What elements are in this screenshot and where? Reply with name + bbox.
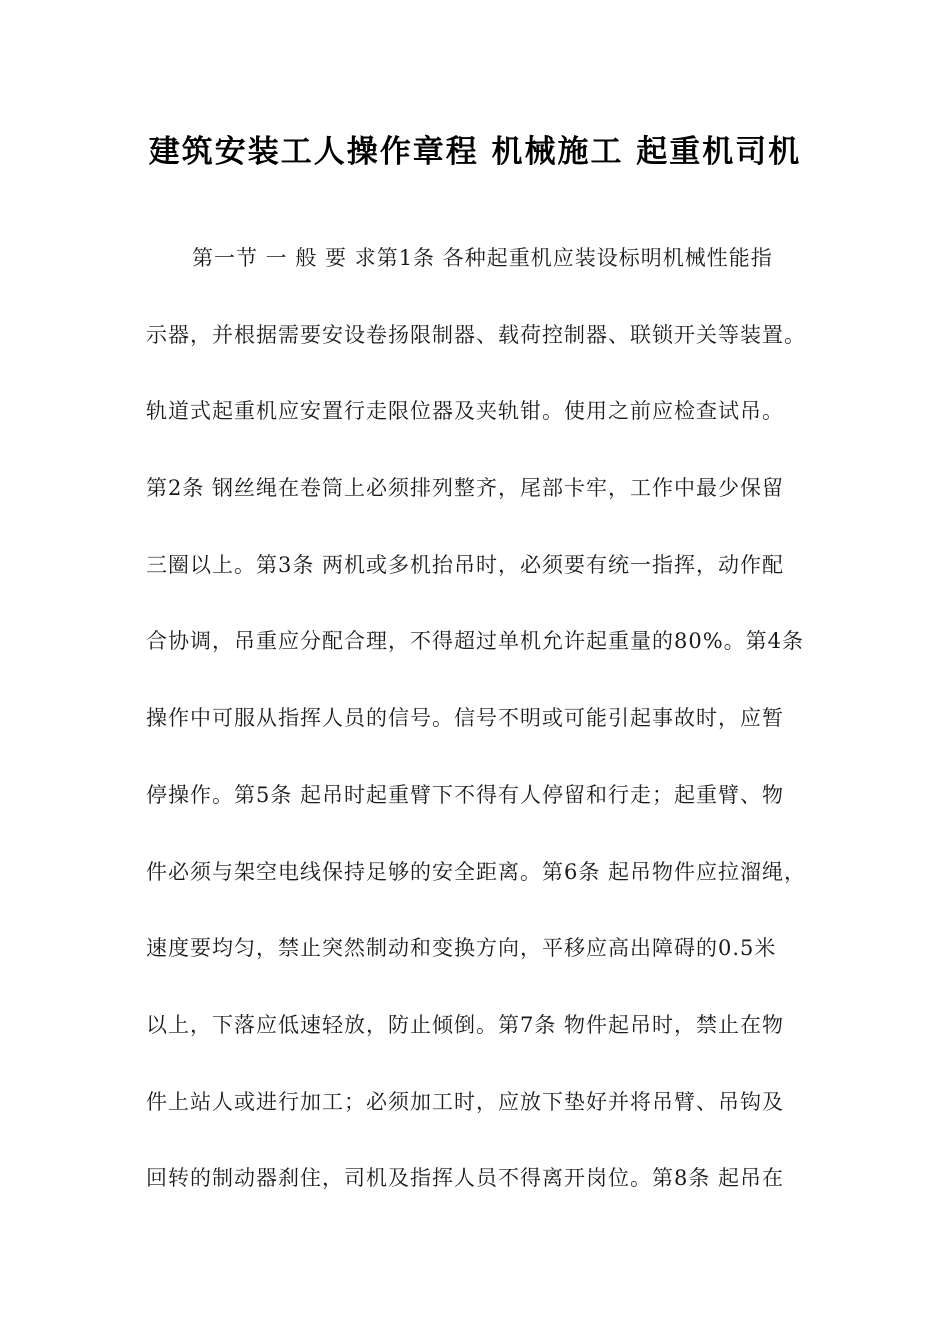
- body-line: 合协调，吊重应分配合理，不得超过单机允许起重量的80%。第4条: [146, 629, 805, 654]
- body-line: 第2条 钢丝绳在卷筒上必须排列整齐，尾部卡牢，工作中最少保留: [146, 476, 785, 501]
- body-line: 件上站人或进行加工；必须加工时，应放下垫好并将吊臂、吊钩及: [146, 1089, 784, 1114]
- body-line: 件必须与架空电线保持足够的安全距离。第6条 起吊物件应拉溜绳，: [146, 859, 807, 884]
- body-line: 回转的制动器刹住，司机及指挥人员不得离开岗位。第8条 起吊在: [146, 1166, 785, 1191]
- document-body: [146, 238, 826, 1235]
- body-line: 以上，下落应低速轻放，防止倾倒。第7条 物件起吊时，禁止在物: [146, 1012, 785, 1037]
- body-line: 速度要均匀，禁止突然制动和变换方向，平移应高出障碍的0.5米: [146, 936, 777, 961]
- body-line: 三圈以上。第3条 两机或多机抬吊时，必须要有统一指挥，动作配: [146, 552, 785, 577]
- body-line: 停操作。第5条 起吊时起重臂下不得有人停留和行走；起重臂、物: [146, 782, 785, 807]
- body-line: 第一节 一 般 要 求第1条 各种起重机应装设标明机械性能指: [192, 246, 773, 270]
- body-line: 示器，并根据需要安设卷扬限制器、载荷控制器、联锁开关等装置。: [146, 322, 806, 347]
- document-title: 建筑安装工人操作章程 机械施工 起重机司机: [148, 134, 802, 170]
- body-line: 操作中可服从指挥人员的信号。信号不明或可能引起事故时，应暂: [146, 706, 784, 731]
- body-line: 轨道式起重机应安置行走限位器及夹轨钳。使用之前应检查试吊。: [146, 399, 784, 424]
